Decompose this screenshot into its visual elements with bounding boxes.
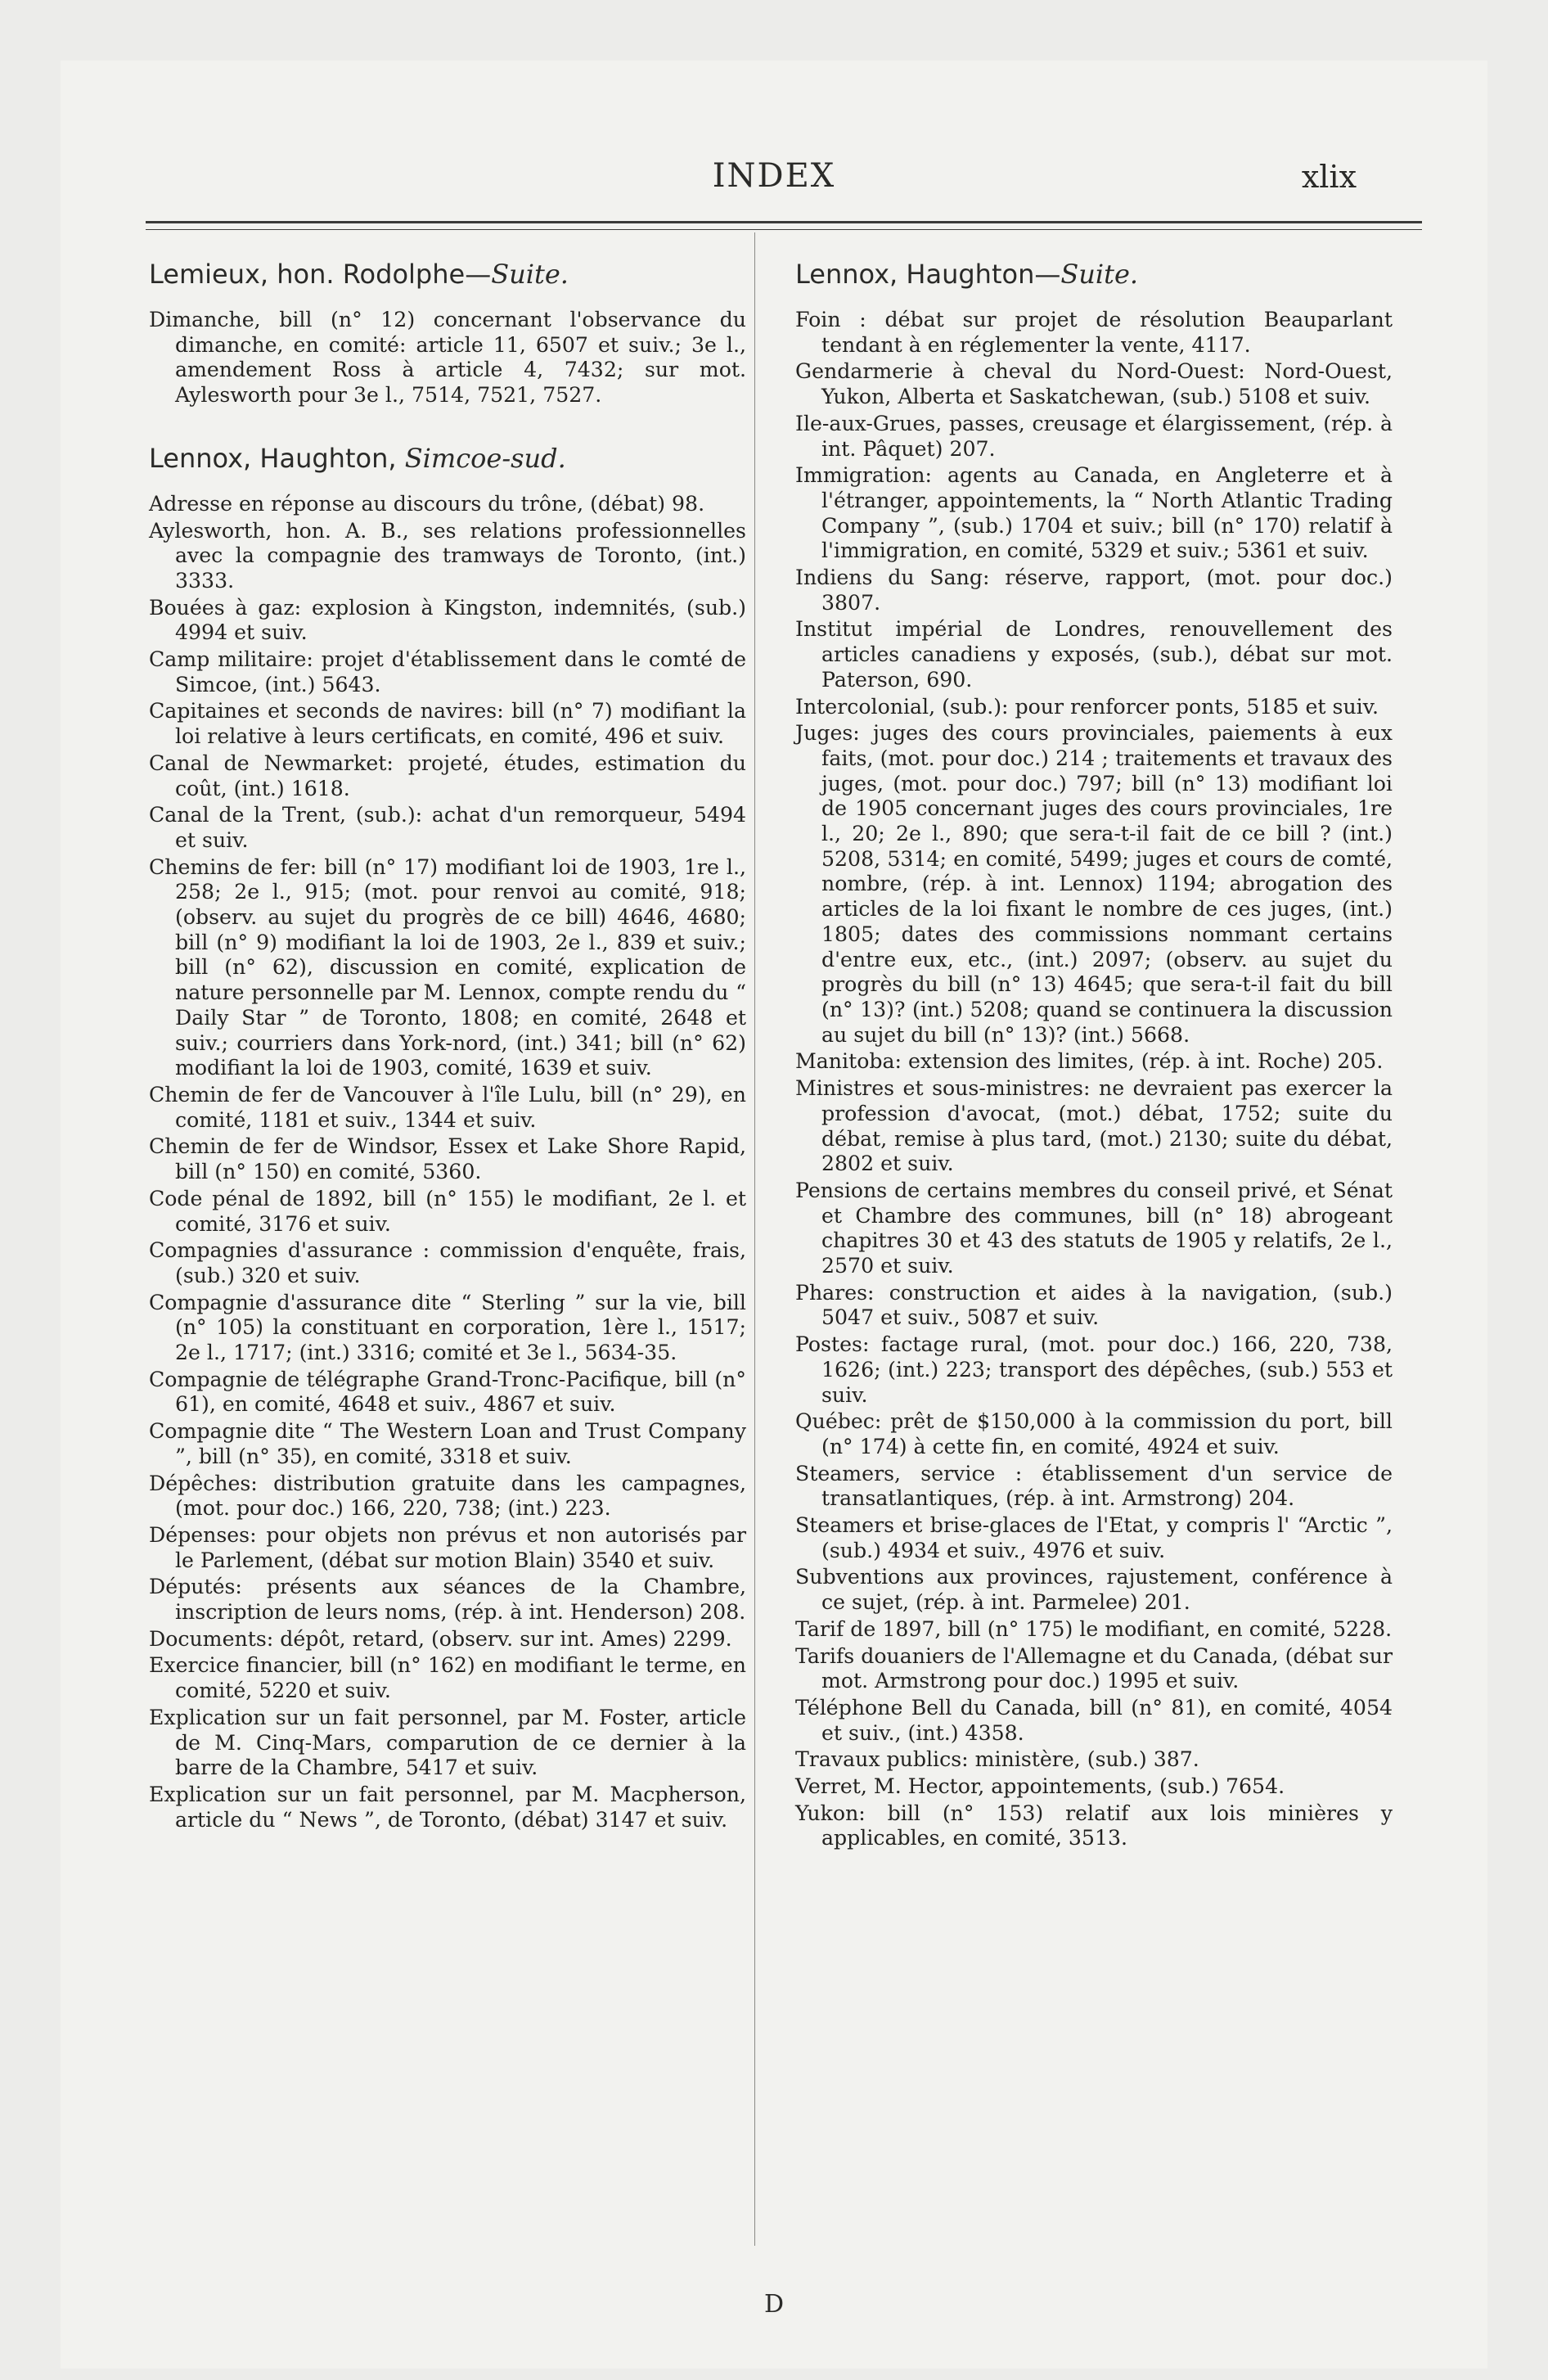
index-entry: Compagnie dite “ The Western Loan and Trust Company ”, bill (n° 35), en comité, 3318 et suiv. [149, 1419, 746, 1468]
index-entry: Députés: présents aux séances de la Chambre, inscription de leurs noms, (rép. à int. Henderson) 208. [149, 1575, 746, 1625]
heading-name: Lennox, Haughton, [149, 442, 397, 474]
index-entry: Gendarmerie à cheval du Nord-Ouest: Nord-Ouest, Yukon, Alberta et Saskatchewan, (sub.) 5108 et suiv. [795, 359, 1393, 409]
index-entry: Capitaines et seconds de navires: bill (n° 7) modifiant la loi relative à leurs certificats, en comité, 496 et suiv. [149, 699, 746, 749]
index-entry: Foin : débat sur projet de résolution Beauparlant tendant à en réglementer la vente, 4117. [795, 308, 1393, 357]
heading-qualifier: Suite. [491, 259, 569, 290]
index-entry: Adresse en réponse au discours du trône, (débat) 98. [149, 491, 705, 516]
index-entry: Postes: factage rural, (mot. pour doc.) 166, 220, 738, 1626; (int.) 223; transport des dépêches, (sub.) 553 et suiv. [795, 1332, 1393, 1407]
index-entry: Ile-aux-Grues, passes, creusage et élargissement, (rép. à int. Pâquet) 207. [795, 411, 1393, 461]
index-entry: Compagnie d'assurance dite “ Sterling ” sur la vie, bill (n° 105) la constituant en corporation, 1ère l., 1517; 2e l., 1717; (int.) 3316; comité et 3e l., 5634-35. [149, 1290, 746, 1365]
index-entry: Camp militaire: projet d'établissement dans le comté de Simcoe, (int.) 5643. [149, 647, 746, 696]
index-entry: Compagnies d'assurance : commission d'enquête, frais, (sub.) 320 et suiv. [149, 1238, 746, 1287]
index-entry: Intercolonial, (sub.): pour renforcer ponts, 5185 et suiv. [795, 694, 1379, 719]
index-entry: Canal de Newmarket: projeté, études, estimation du coût, (int.) 1618. [149, 751, 746, 800]
index-entry: Explication sur un fait personnel, par M. Foster, article de M. Cinq-Mars, comparution de ce dernier à la barre de la Chambre, 5417 et suiv. [149, 1705, 746, 1780]
signature-mark: D [763, 2290, 785, 2319]
index-entry: Téléphone Bell du Canada, bill (n° 81), en comité, 4054 et suiv., (int.) 4358. [795, 1695, 1393, 1745]
index-heading: Lennox, Haughton—Suite. [795, 259, 1139, 290]
index-entry: Subventions aux provinces, rajustement, conférence à ce sujet, (rép. à int. Parmelee) 201. [795, 1565, 1393, 1615]
index-heading [149, 443, 746, 474]
header-rule-thick [146, 221, 1422, 223]
index-entry: Indiens du Sang: réserve, rapport, (mot. pour doc.) 3807. [795, 566, 1393, 615]
index-entry: Ministres et sous-ministres: ne devraient pas exercer la profession d'avocat, (mot.) débat, 1752; suite du débat, remise à plus tard, (mot.) 2130; suite du débat, 2802 et suiv. [795, 1076, 1393, 1176]
index-entry: Dépenses: pour objets non prévus et non autorisés par le Parlement, (débat sur motion Blain) 3540 et suiv. [149, 1522, 746, 1572]
index-entry: Compagnie de télégraphe Grand-Tronc-Pacifique, bill (n° 61), en comité, 4648 et suiv., 4867 et suiv. [149, 1367, 746, 1417]
index-entry: Verret, M. Hector, appointements, (sub.) 7654. [795, 1774, 1285, 1799]
index-entry: Steamers et brise-glaces de l'Etat, y compris l' “Arctic ”, (sub.) 4934 et suiv., 4976 et suiv. [795, 1513, 1393, 1562]
right-column [795, 259, 1393, 1853]
index-entry: Chemins de fer: bill (n° 17) modifiant loi de 1903, 1re l., 258; 2e l., 915; (mot. pour renvoi au comité, 918; (observ. au sujet du progrès de ce bill) 4646, 4680; bill (n° 9) modifiant la loi de 1903, 2e l., 839 et suiv.; bill (n° 62), discussion en comité, explication de nature personnelle par M. Lennox, compte rendu du “ Daily Star ” de Toronto, 1808; en comité, 2648 et suiv.; courriers dans York-nord, (int.) 341; bill (n° 62) modifiant la loi de 1903, comité, 1639 et suiv. [149, 854, 746, 1080]
index-entry: Explication sur un fait personnel, par M. Macpherson, article du “ News ”, de Toronto, (débat) 3147 et suiv. [149, 1782, 746, 1832]
index-entry: Steamers, service : établissement d'un service de transatlantiques, (rép. à int. Armstrong) 204. [795, 1461, 1393, 1511]
index-entry: Manitoba: extension des limites, (rép. à int. Roche) 205. [795, 1049, 1384, 1074]
index-entry: Immigration: agents au Canada, en Angleterre et à l'étranger, appointements, la “ North Atlantic Trading Company ”, (sub.) 1704 et suiv.; bill (n° 170) relatif à l'immigration, en comité, 5329 et suiv.; 5361 et suiv. [795, 463, 1393, 563]
index-entry: Pensions de certains membres du conseil privé, et Sénat et Chambre des communes, bill (n° 18) abrogeant chapitres 30 et 43 des statuts de 1905 y relatifs, 2e l., 2570 et suiv. [795, 1178, 1393, 1278]
index-entry: Yukon: bill (n° 153) relatif aux lois minières y applicables, en comité, 3513. [795, 1801, 1393, 1850]
index-entry: Institut impérial de Londres, renouvellement des articles canadiens y exposés, (sub.), débat sur mot. Paterson, 690. [795, 617, 1393, 692]
index-entry: Juges: juges des cours provinciales, paiements à eux faits, (mot. pour doc.) 214 ; traitements et travaux des juges, (mot. pour doc.) 797; bill (n° 13) modifiant loi de 1905 concernant juges des cours provinciales, 1re l., 20; 2e l., 890; que sera-t-il fait de ce bill ? (int.) 5208, 5314; en comité, 5499; juges et cours de comté, nombre, (rép. à int. Lennox) 1194; abrogation des articles de la loi fixant le nombre de ces juges, (int.) 1805; dates des commissions nommant certains d'entre eux, etc., (int.) 2097; (observ. au sujet du progrès du bill (n° 13) 4645; que sera-t-il fait du bill (n° 13)? (int.) 5208; quand se continuera la discussion au sujet du bill (n° 13)? (int.) 5668. [795, 721, 1393, 1047]
index-entry: Dimanche, bill (n° 12) concernant l'observance du dimanche, en comité: article 11, 6507 et suiv.; 3e l., amendement Ross à article 4, 7432; sur mot. Aylesworth pour 3e l., 7514, 7521, 7527. [149, 308, 746, 408]
index-entry: Dépêches: distribution gratuite dans les campagnes, (mot. pour doc.) 166, 220, 738; (int.) 223. [149, 1471, 746, 1521]
index-page [61, 61, 1487, 2369]
header-rule-thin [146, 229, 1422, 230]
index-entry: Exercice financier, bill (n° 162) en modifiant le terme, en comité, 5220 et suiv. [149, 1653, 746, 1703]
running-title: INDEX [712, 157, 836, 195]
index-entry: Travaux publics: ministère, (sub.) 387. [795, 1747, 1199, 1772]
index-entry: Chemin de fer de Vancouver à l'île Lulu, bill (n° 29), en comité, 1181 et suiv., 1344 et suiv. [149, 1082, 746, 1132]
index-entry: Phares: construction et aides à la navigation, (sub.) 5047 et suiv., 5087 et suiv. [795, 1280, 1393, 1330]
index-entry: Québec: prêt de $150,000 à la commission du port, bill (n° 174) à cette fin, en comité, 4924 et suiv. [795, 1409, 1393, 1458]
index-entry: Chemin de fer de Windsor, Essex et Lake Shore Rapid, bill (n° 150) en comité, 5360. [149, 1134, 746, 1184]
index-heading: Lemieux, hon. Rodolphe—Suite. [149, 259, 569, 290]
page-header [61, 157, 1487, 206]
index-entry: Code pénal de 1892, bill (n° 155) le modifiant, 2e l. et comité, 3176 et suiv. [149, 1186, 746, 1236]
index-entry: Canal de la Trent, (sub.): achat d'un remorqueur, 5494 et suiv. [149, 803, 746, 852]
index-entry: Tarifs douaniers de l'Allemagne et du Canada, (débat sur mot. Armstrong pour doc.) 1995 et suiv. [795, 1643, 1393, 1693]
heading-name: Lemieux, hon. Rodolphe [149, 259, 466, 290]
column-divider [754, 232, 755, 2246]
page-number: xlix [1301, 159, 1357, 195]
heading-name: Lennox, Haughton [795, 259, 1035, 290]
heading-qualifier: Suite. [1060, 259, 1139, 290]
index-entry: Tarif de 1897, bill (n° 175) le modifiant, en comité, 5228. [795, 1616, 1393, 1641]
heading-qualifier: Simcoe-sud. [404, 442, 566, 474]
index-entry: Bouées à gaz: explosion à Kingston, indemnités, (sub.) 4994 et suiv. [149, 595, 746, 645]
index-entry: Documents: dépôt, retard, (observ. sur int. Ames) 2299. [149, 1626, 732, 1651]
left-column [149, 259, 746, 1834]
index-entry: Aylesworth, hon. A. B., ses relations professionnelles avec la compagnie des tramways de Toronto, (int.) 3333. [149, 518, 746, 593]
